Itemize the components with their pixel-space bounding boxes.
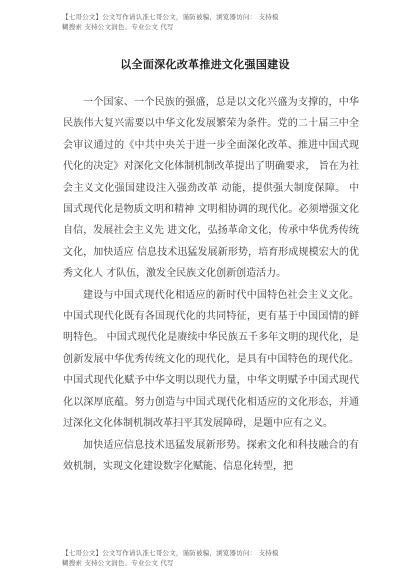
banner-line-1: 【七哥公文】公文写作请认准七哥公文，谨防被骗，浏览器访问： 支持模 xyxy=(62,549,279,557)
banner-line-1: 【七哥公文】公文写作请认准七哥公文，谨防被骗，浏览器访问： 支持模 xyxy=(62,13,279,21)
paragraph-3: 加快适应信息技术迅猛发展新形势。探索文化和科技融合的有效机制，实现文化建设数字化赋能、信息化转型，把 xyxy=(63,439,359,472)
paragraph-1: 一个国家、一个民族的强盛，总是以文化兴盛为支撑的，中华民族伟大复兴需要以中华文化发展繁荣为条件。党的二十届三中全会审议通过的《中共中央关于进一步全面深化改革、推进中国式现代化的决定》对深化文化体制机制改革提出了明确要求， 旨在为社会主义文化强国建设注入强劲改革 动能，提供强大制度保障。 中国式现代化是物质文明和精神 文明相协调的现代化。必须增强文化自信，发展社会主义先 进文化，弘扬革命文化，传承中华优秀传统文化，加快适应 信息技术迅猛发展新形势，培育形成规模宏大的优秀文化人 才队伍，激发全民族文化创新创造活力。 xyxy=(63,97,359,280)
document-body xyxy=(63,92,359,477)
banner-line-2: 糊搜索 支持公文润色、专业公文 代写 xyxy=(62,23,174,31)
paragraph-2: 建设与中国式现代化相适应的新时代中国特色社会主义文化。 中国式现代化既有各国现代化的共同特征，更有基于中国国情的鲜明特色。 中国式现代化是赓续中华民族五千多年文明的现代化，是创新发展中华优秀传统文化的现代化，是具有中国特色的现代化。中国式现代化赋予中华文明以现代力量，中华文明赋予中国式现代化以深厚底蕴。努力创造与中国式现代化相适应的文化形态，并通过深化文化体制机制改革扫平其发展障碍，是题中应有之义。 xyxy=(63,289,359,430)
document-title: 以全面深化改革推进文化强国建设 xyxy=(120,58,290,71)
watermark-banner-bottom xyxy=(62,548,362,568)
watermark-banner-top xyxy=(62,12,362,32)
banner-line-2: 糊搜索 支持公文润色、专业公文 代写 xyxy=(62,559,174,567)
